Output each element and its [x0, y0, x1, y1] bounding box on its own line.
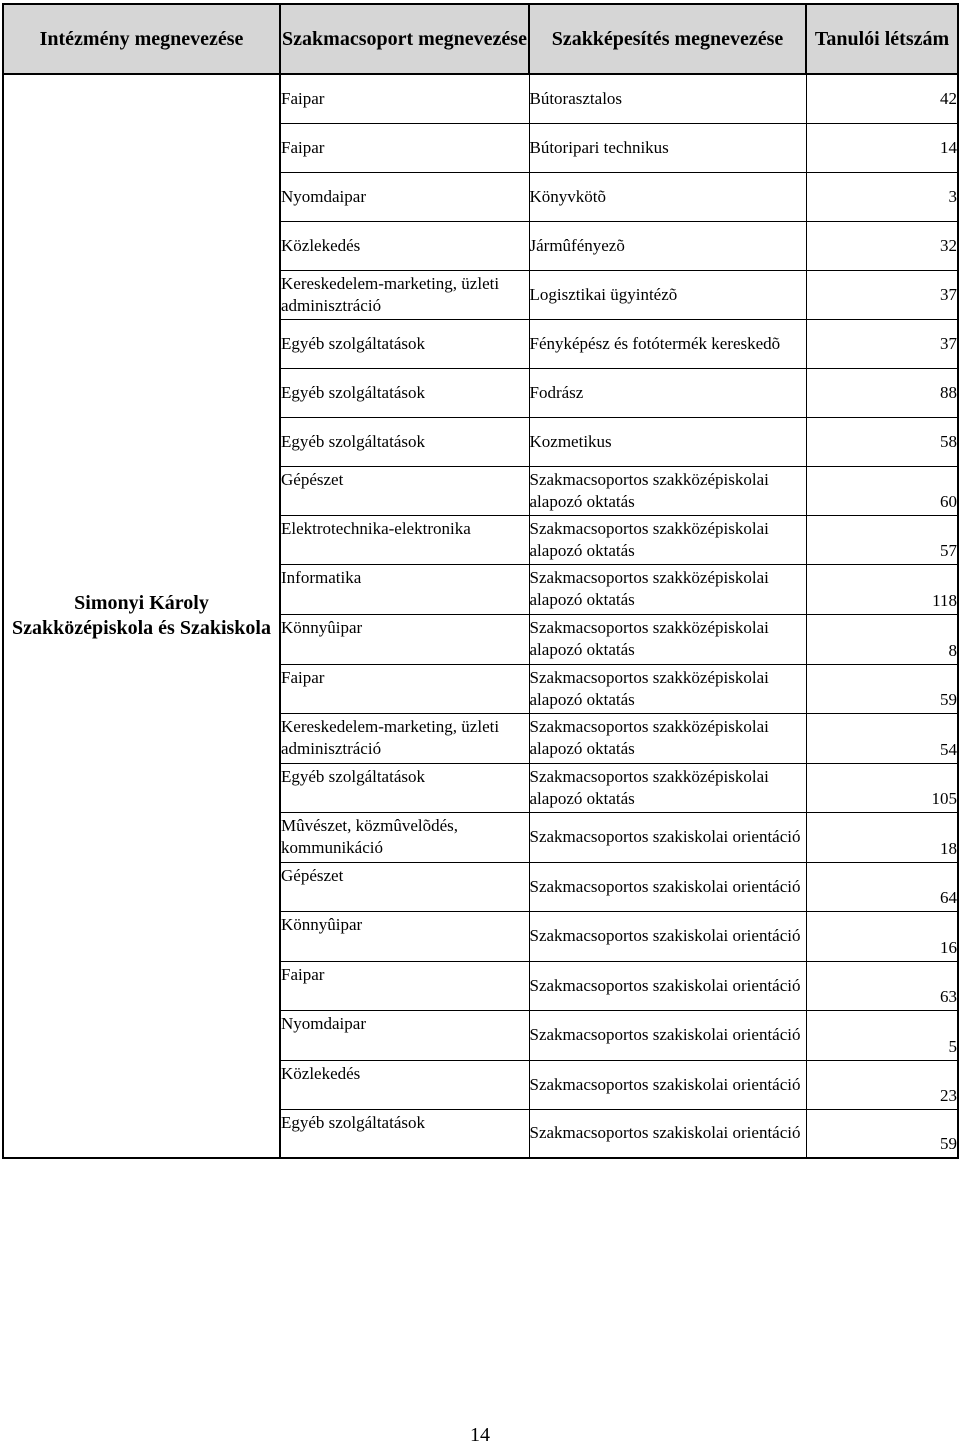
page-number: 14: [470, 1424, 490, 1446]
group-cell: Faipar: [280, 74, 529, 123]
count-cell: 58: [806, 417, 958, 466]
count-cell: 105: [806, 763, 958, 812]
header-row: [3, 4, 958, 74]
count-cell: 8: [806, 614, 958, 664]
count-cell: 5: [806, 1010, 958, 1060]
institution-name: Simonyi Károly Szakközépiskola és Szakiskola: [3, 74, 280, 1158]
count-cell: 60: [806, 466, 958, 515]
count-cell: 118: [806, 564, 958, 614]
qualification-cell: Szakmacsoportos szakiskolai orientáció: [529, 862, 806, 911]
group-cell: Kereskedelem-marketing, üzleti adminisztráció: [280, 713, 529, 763]
count-cell: 23: [806, 1060, 958, 1109]
qualification-cell: Szakmacsoportos szakközépiskolai alapozó oktatás: [529, 466, 806, 515]
count-cell: 32: [806, 221, 958, 270]
qualification-cell: Szakmacsoportos szakiskolai orientáció: [529, 1010, 806, 1060]
qualification-cell: Fényképész és fotótermék kereskedõ: [529, 319, 806, 368]
qualification-cell: Szakmacsoportos szakiskolai orientáció: [529, 812, 806, 862]
table-body: [3, 74, 958, 1158]
group-cell: Nyomdaipar: [280, 172, 529, 221]
header-institution: Intézmény megnevezése: [3, 4, 280, 74]
qualification-cell: Könyvkötõ: [529, 172, 806, 221]
count-cell: 14: [806, 123, 958, 172]
group-cell: Közlekedés: [280, 1060, 529, 1109]
qualification-cell: Bútorasztalos: [529, 74, 806, 123]
qualification-cell: Szakmacsoportos szakiskolai orientáció: [529, 961, 806, 1010]
count-cell: 16: [806, 911, 958, 961]
table-row: [3, 74, 958, 123]
group-cell: Könnyûipar: [280, 911, 529, 961]
count-cell: 3: [806, 172, 958, 221]
count-cell: 64: [806, 862, 958, 911]
count-cell: 37: [806, 319, 958, 368]
count-cell: 63: [806, 961, 958, 1010]
group-cell: Faipar: [280, 664, 529, 713]
group-cell: Egyéb szolgáltatások: [280, 417, 529, 466]
group-cell: Egyéb szolgáltatások: [280, 319, 529, 368]
qualification-cell: Jármûfényezõ: [529, 221, 806, 270]
qualification-cell: Szakmacsoportos szakközépiskolai alapozó oktatás: [529, 664, 806, 713]
group-cell: Elektrotechnika-elektronika: [280, 515, 529, 564]
count-cell: 37: [806, 270, 958, 319]
qualification-cell: Szakmacsoportos szakiskolai orientáció: [529, 1060, 806, 1109]
header-count: Tanulói létszám: [806, 4, 958, 74]
group-cell: Informatika: [280, 564, 529, 614]
header-group: Szakmacsoport megnevezése: [280, 4, 529, 74]
qualification-cell: Fodrász: [529, 368, 806, 417]
count-cell: 88: [806, 368, 958, 417]
count-cell: 18: [806, 812, 958, 862]
qualification-cell: Szakmacsoportos szakközépiskolai alapozó oktatás: [529, 763, 806, 812]
group-cell: Mûvészet, közmûvelõdés, kommunikáció: [280, 812, 529, 862]
school-table: [2, 3, 959, 1159]
count-cell: 59: [806, 1109, 958, 1158]
group-cell: Egyéb szolgáltatások: [280, 1109, 529, 1158]
qualification-cell: Bútoripari technikus: [529, 123, 806, 172]
qualification-cell: Szakmacsoportos szakközépiskolai alapozó oktatás: [529, 515, 806, 564]
group-cell: Gépészet: [280, 862, 529, 911]
group-cell: Egyéb szolgáltatások: [280, 763, 529, 812]
count-cell: 57: [806, 515, 958, 564]
group-cell: Gépészet: [280, 466, 529, 515]
qualification-cell: Szakmacsoportos szakközépiskolai alapozó oktatás: [529, 713, 806, 763]
group-cell: Közlekedés: [280, 221, 529, 270]
header-qualification: Szakképesítés megnevezése: [529, 4, 806, 74]
qualification-cell: Kozmetikus: [529, 417, 806, 466]
qualification-cell: Szakmacsoportos szakközépiskolai alapozó oktatás: [529, 564, 806, 614]
group-cell: Faipar: [280, 123, 529, 172]
qualification-cell: Szakmacsoportos szakközépiskolai alapozó oktatás: [529, 614, 806, 664]
count-cell: 54: [806, 713, 958, 763]
qualification-cell: Szakmacsoportos szakiskolai orientáció: [529, 911, 806, 961]
group-cell: Nyomdaipar: [280, 1010, 529, 1060]
group-cell: Egyéb szolgáltatások: [280, 368, 529, 417]
count-cell: 42: [806, 74, 958, 123]
group-cell: Könnyûipar: [280, 614, 529, 664]
qualification-cell: Szakmacsoportos szakiskolai orientáció: [529, 1109, 806, 1158]
group-cell: Kereskedelem-marketing, üzleti adminisztráció: [280, 270, 529, 319]
count-cell: 59: [806, 664, 958, 713]
qualification-cell: Logisztikai ügyintézõ: [529, 270, 806, 319]
group-cell: Faipar: [280, 961, 529, 1010]
